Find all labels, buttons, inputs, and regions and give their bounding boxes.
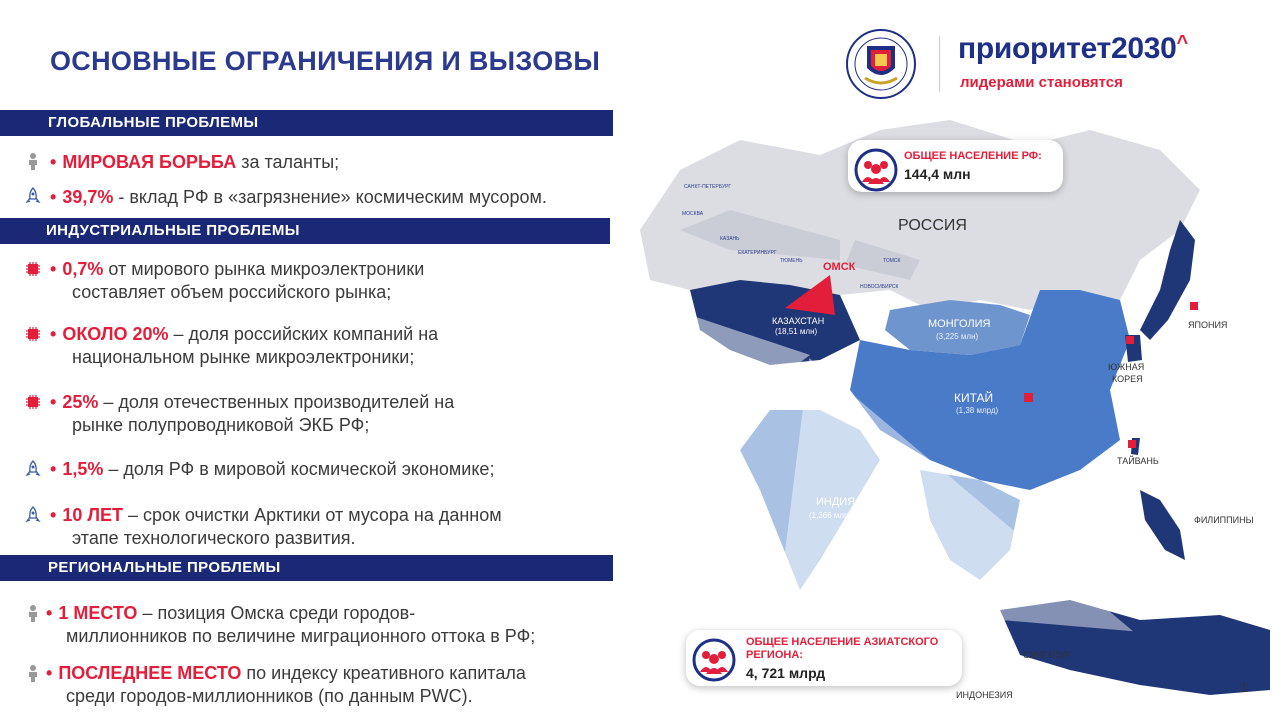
- list-item: • ОКОЛО 20% – доля российских компаний на национальном рынке микроэлектроники;: [50, 324, 439, 367]
- rocket-icon: [24, 187, 42, 205]
- callout-value: 144,4 млн: [904, 166, 971, 182]
- person-icon: [24, 152, 42, 170]
- callout-population-asia: [686, 630, 962, 686]
- people-icon: [854, 148, 898, 192]
- callout-label: ОБЩЕЕ НАСЕЛЕНИЕ РФ:: [904, 150, 1042, 162]
- page-title: ОСНОВНЫЕ ОГРАНИЧЕНИЯ И ВЫЗОВЫ: [50, 46, 601, 76]
- label-city: ТОМСК: [883, 258, 901, 264]
- people-icon: [692, 638, 736, 682]
- list-item: • 0,7% от мирового рынка микроэлектроники составляет объем российского рынка;: [50, 259, 425, 302]
- label-china-pop: (1,38 млрд): [956, 406, 999, 415]
- label-russia: РОССИЯ: [898, 217, 967, 234]
- brand-title: приоритет2030^: [958, 32, 1188, 65]
- label-india-pop: (1,366 млрд): [809, 511, 856, 520]
- page-number: 1: [1240, 679, 1248, 695]
- university-emblem-icon: [845, 28, 917, 100]
- label-kazakhstan-pop: (18,51 млн): [775, 327, 818, 336]
- chip-icon: [24, 393, 42, 411]
- person-icon: [24, 664, 42, 682]
- label-city: ЕКАТЕРИНБУРГ: [738, 250, 777, 256]
- label-city: МОСКВА: [682, 211, 704, 217]
- label-korea-1: ЮЖНАЯ: [1108, 362, 1145, 372]
- section-header-global: ГЛОБАЛЬНЫЕ ПРОБЛЕМЫ: [0, 110, 613, 136]
- list-item: • 1,5% – доля РФ в мировой космической экономике;: [50, 459, 495, 479]
- rocket-icon: [24, 460, 42, 478]
- list-item: • 10 ЛЕТ – срок очистки Арктики от мусора на данном этапе технологического развития.: [50, 505, 502, 548]
- label-city: НОВОСИБИРСК: [860, 284, 899, 290]
- label-mongolia: МОНГОЛИЯ: [928, 318, 991, 330]
- callout-population-rf: [848, 140, 1063, 192]
- label-mongolia-pop: (3,225 млн): [936, 332, 979, 341]
- asia-map: [620, 110, 1280, 720]
- label-city: ТЮМЕНЬ: [780, 258, 803, 264]
- label-korea-2: КОРЕЯ: [1112, 374, 1143, 384]
- label-philippines: ФИЛИППИНЫ: [1194, 515, 1254, 525]
- label-china: КИТАЙ: [954, 391, 994, 405]
- section-header-industrial: ИНДУСТРИАЛЬНЫЕ ПРОБЛЕМЫ: [0, 218, 610, 244]
- rocket-icon: [24, 506, 42, 524]
- chip-icon: [24, 260, 42, 278]
- chip-icon: [24, 325, 42, 343]
- person-icon: [24, 604, 42, 622]
- list-item: • 25% – доля отечественных производителей на рынке полупроводниковой ЭКБ РФ;: [50, 392, 455, 435]
- logo-divider: [939, 36, 940, 92]
- label-city: САНКТ-ПЕТЕРБУРГ: [684, 184, 732, 190]
- philippines-region: [1140, 490, 1185, 560]
- label-taiwan: ТАЙВАНЬ: [1117, 456, 1159, 466]
- list-item: • 1 МЕСТО – позиция Омска среди городов- миллионников по величине миграционного оттока в РФ;: [46, 603, 536, 646]
- list-item: • 39,7% - вклад РФ в «загрязнение» космическим мусором.: [50, 187, 547, 207]
- list-item: • МИРОВАЯ БОРЬБА за таланты;: [50, 152, 340, 172]
- label-kazakhstan: КАЗАХСТАН: [772, 316, 825, 326]
- callout-value: 4, 721 млрд: [746, 665, 826, 681]
- label-city: КАЗАНЬ: [720, 236, 740, 242]
- label-omsk: ОМСК: [823, 261, 856, 273]
- brand-subtitle: лидерами становятся: [960, 74, 1123, 91]
- label-india: ИНДИЯ: [816, 496, 856, 508]
- section-header-regional: РЕГИОНАЛЬНЫЕ ПРОБЛЕМЫ: [0, 555, 613, 581]
- header-logos: [845, 28, 1245, 108]
- list-item: • ПОСЛЕДНЕЕ МЕСТО по индексу креативного капитала среди городов-миллионников (по данным PWC).: [46, 663, 526, 706]
- label-singapore: СИНГАПУР: [1023, 650, 1071, 660]
- label-japan: ЯПОНИЯ: [1188, 320, 1228, 330]
- callout-label: ОБЩЕЕ НАСЕЛЕНИЕ АЗИАТСКОГО РЕГИОНА:: [746, 636, 939, 661]
- label-indonesia: ИНДОНЕЗИЯ: [956, 690, 1013, 700]
